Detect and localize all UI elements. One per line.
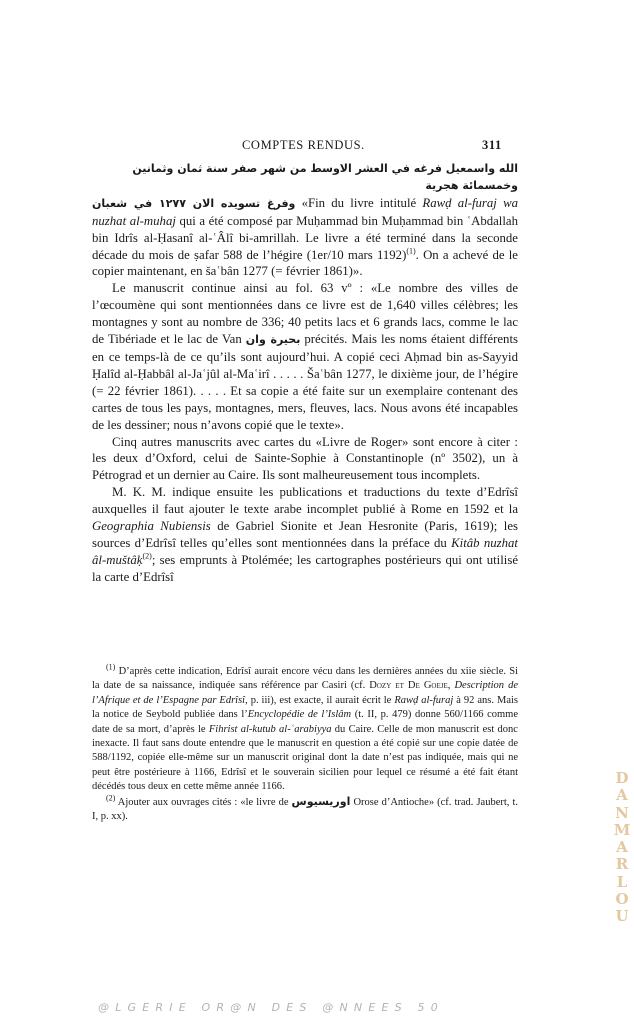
side-watermark-letter: O — [615, 890, 629, 909]
side-watermark-letter: A — [616, 838, 628, 857]
footnote-1-text-a: D’après cette indication, Edrîsî aurait encore vécu dans les dernières années du xiie siècle. Si la date de sa naissance, indiquée sans référence par Casiri (cf. — [92, 666, 518, 692]
side-watermark-letter: N — [615, 803, 629, 822]
footnote-1-text-f: du Caire. Celle de mon manuscrit est donc inexacte. Il faut sans doute entendre que le manuscrit en question a été copié sur une copie datée de 588/1192, copiée elle-même sur un manuscrit original dont la date n’est pas indiquée, mais qui ne peut être postérieure à 1166, Edrîsî et le souverain sicilien pour lequel ce résumé a été fait étant décédés tous deux en cette même année 1166. — [92, 723, 518, 793]
footnotes — [92, 662, 519, 824]
side-watermark — [610, 770, 634, 926]
paragraph-1-text-c: . On a achevé de le copier maintenant, en šaʿbân 1277 (= février 1861)». — [92, 247, 518, 279]
paragraph-1 — [92, 161, 518, 280]
paragraph-2-text-a: Le manuscrit continue ainsi au fol. 63 vº : «Le nombre des villes de l’œcoumène qui sont mentionnées dans ce livre est de 1,640 villes célèbres; les montagnes y sont au nombre de 336; 40 petits lacs et 6 grands lacs, comme le lac de Tibériade et le lac de Van — [92, 281, 518, 347]
main-text — [92, 161, 518, 586]
footnote-1-authors: Dozy et De Goeje — [369, 680, 448, 692]
paragraph-4-text-a: M. K. M. indique ensuite les publications et traductions du texte d’Edrîsî auxquelles il faut ajouter le texte arabe incomplet publié à Rome en 1592 et la — [92, 485, 518, 517]
side-watermark-letter: D — [615, 769, 629, 787]
footnote-2 — [92, 795, 518, 825]
footnote-ref-2[interactable]: (2) — [142, 551, 152, 561]
footnote-1-encyclopedie-title: Encyclopédie de l’Islâm — [247, 709, 352, 721]
arabic-colophon-line-1: الله واسمعيل فرغه في العشر الاوسط من شهر صفر سنة ثمان وثمانين وخمسمائة هجرية — [132, 162, 518, 192]
footnote-1 — [92, 662, 518, 795]
side-watermark-letter: R — [615, 855, 629, 874]
arabic-colophon-line-2: وفرغ تسويده الان ١٢٧٧ في شعبان — [92, 196, 296, 210]
paragraph-1-text-b: qui a été composé par Muḥammad bin Muḥammad bin ʿAbdallah bin Idrîs al-Ḥasanî al-ʿÂlî bi-amrillah. Le livre a été terminé dans la seconde décade du mois de ṣafar 588 de l’hégire (1er/10 mars 1192) — [92, 213, 518, 262]
title-kitab-nuzhat: Kitâb nuzhat âl-muštâḳ — [92, 535, 518, 567]
footnote-2-marker: (2) — [106, 793, 116, 803]
bottom-watermark: @LGERIE OR@N DES @NNEES 50 — [98, 1001, 444, 1014]
paragraph-4 — [92, 484, 518, 585]
paragraph-4-text-c: ; ses emprunts à Ptolémée; les cartographes postérieurs qui ont utilisé la carte d’Edrîsî — [92, 552, 518, 584]
footnote-ref-1[interactable]: (1) — [406, 246, 416, 256]
paragraph-2-text-b: précités. Mais les noms étaient différents en ce temps-là de ce qu’ils sont aujourd’hui. A copié ceci Aḥmad bin as-Sayyid Ḥalîd al-Ḥabbâl al-Jaʿjûl al-Maʿirî . . . . . Šaʿbân 1277, le dixième jour, de l’hégire (= 22 février 1861). . . . . Et sa copie a été faite sur un exemplaire contenant des cartes de tous les pays, montagnes, mers, fleuves, lacs. Nous avons été incapables de les dessiner; nous n’avons copié que le texte». — [92, 332, 518, 432]
paragraph-2 — [92, 280, 518, 433]
side-watermark-letter: A — [616, 786, 628, 805]
footnote-1-text-c: , p. iii), est exacte, il aurait écrit le — [245, 694, 395, 706]
footnote-1-marker: (1) — [106, 662, 116, 672]
side-watermark-letter: U — [615, 907, 629, 926]
footnote-1-description-title: Description de l’Afrique et de l’Espagne par Edrîsî — [92, 680, 518, 706]
side-watermark-letter: M — [613, 820, 631, 839]
paragraph-4-text-b: de Gabriel Sionite et Jean Hesronite (Paris, 1619); les sources d’Edrîsî telles qu’elles sont mentionnées dans la préface du — [92, 519, 518, 550]
title-geographia-nubiensis: Geographia Nubiensis — [92, 519, 211, 534]
footnote-2-arabic: اوريسيوس — [291, 794, 351, 808]
side-watermark-letter: L — [616, 872, 628, 891]
footnote-1-rawd-title: Rawḍ al-furaj — [394, 694, 454, 706]
footnote-1-text-e: (t. II, p. 479) donne 560/1166 comme date de sa mort, d’après le — [92, 709, 518, 735]
paragraph-1-text-a: «Fin du livre intitulé — [301, 195, 423, 210]
running-head: COMPTES RENDUS. — [242, 138, 365, 152]
page-header — [0, 138, 634, 158]
paragraph-3: Cinq autres manuscrits avec cartes du «Livre de Roger» sont encore à citer : les deux d’Oxford, celui de Sainte-Sophie à Constantinople (nº 3502), un à Pétrograd et un dernier au Caire. Ils sont malheureusement tous incomplets. — [92, 434, 518, 483]
footnote-2-text-a: Ajouter aux ouvrages cités : «le livre de — [115, 796, 292, 808]
footnote-1-text-b: , — [447, 680, 455, 692]
footnote-2-text-b: Orose d’Antioche» (cf. trad. Jaubert, t. I, p. xx). — [92, 796, 519, 823]
title-rawd-al-furaj: Rawḍ al-furaj wa nuzhat al-muhaj — [92, 195, 519, 228]
arabic-lake-van: بحيرة وان — [245, 333, 301, 347]
footnote-1-text-d: à 92 ans. Mais la notice de Seybold publiée dans l’ — [92, 694, 518, 721]
footnote-1-fihrist-title: Fihrist al-kutub al-ʿarabiyya — [208, 723, 332, 735]
page-number: 311 — [482, 138, 502, 152]
